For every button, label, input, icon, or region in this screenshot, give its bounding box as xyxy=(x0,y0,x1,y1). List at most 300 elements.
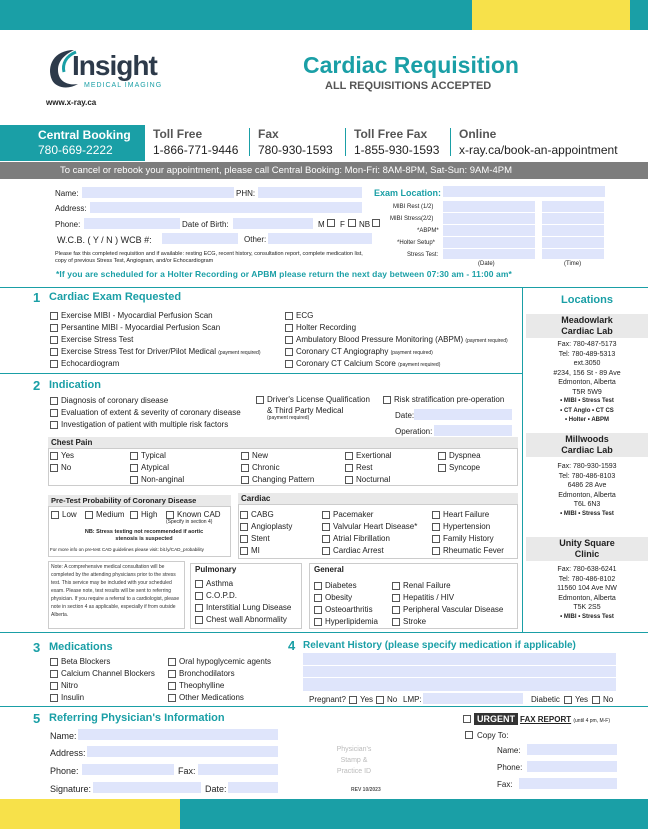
checkbox[interactable] xyxy=(168,658,176,666)
checkbox[interactable] xyxy=(564,696,572,704)
option-label: Interstitial Lung Disease xyxy=(206,603,292,612)
chest-option[interactable] xyxy=(345,475,390,484)
checkbox[interactable] xyxy=(432,547,440,555)
section-title: Medications xyxy=(49,641,113,653)
section-title: Cardiac Exam Requested xyxy=(49,291,182,303)
checkbox[interactable] xyxy=(240,523,248,531)
checkbox[interactable] xyxy=(345,476,353,484)
chest-option[interactable] xyxy=(130,451,166,460)
checkbox[interactable] xyxy=(50,694,58,702)
pulmonary-title: Pulmonary xyxy=(195,565,237,574)
signature-field[interactable] xyxy=(93,782,201,793)
physician-name-label: Name: xyxy=(50,731,77,741)
sex-nb-checkbox[interactable] xyxy=(372,219,380,227)
checkbox[interactable] xyxy=(50,360,58,368)
location-line: Edmonton, Alberta xyxy=(558,379,616,386)
checkbox[interactable] xyxy=(314,594,322,602)
chest-option[interactable] xyxy=(241,475,314,484)
checkbox[interactable] xyxy=(314,618,322,626)
payment-note: (payment required) xyxy=(267,415,310,421)
location-line: Fax: 780-930-1593 xyxy=(557,463,617,470)
wcb-label: W.C.B. ( Y / N ) WCB #: xyxy=(57,235,152,245)
wcb-field[interactable] xyxy=(162,233,238,244)
locations-divider xyxy=(522,287,523,632)
medication-option[interactable] xyxy=(168,681,224,690)
location-line: T5K 2S5 xyxy=(573,604,601,611)
checkbox[interactable] xyxy=(314,582,322,590)
top-teal-bar xyxy=(0,0,472,30)
cardiac-option[interactable] xyxy=(240,546,260,555)
exam-option[interactable] xyxy=(50,311,213,320)
general-option[interactable] xyxy=(314,581,357,590)
checkbox[interactable] xyxy=(383,396,391,404)
phn-field[interactable] xyxy=(258,187,362,198)
option-label: Changing Pattern xyxy=(252,475,315,484)
cardiac-option[interactable] xyxy=(322,546,384,555)
cardiac-option[interactable] xyxy=(322,510,373,519)
location-line: #234, 156 St - 89 Ave xyxy=(553,369,621,377)
section-number: 3 xyxy=(33,640,41,655)
checkbox[interactable] xyxy=(349,696,357,704)
sex-f: F xyxy=(340,220,345,229)
cardiac-option[interactable] xyxy=(432,510,489,519)
chest-option[interactable] xyxy=(130,463,169,472)
option-label: Valvular Heart Disease* xyxy=(333,522,418,531)
option-label: Holter Recording xyxy=(296,323,357,332)
general-option[interactable] xyxy=(392,581,451,590)
option-label: Beta Blockers xyxy=(61,657,111,666)
other-label: Other: xyxy=(244,235,267,244)
checkbox[interactable] xyxy=(392,582,400,590)
checkbox[interactable] xyxy=(168,682,176,690)
pulmonary-option[interactable] xyxy=(195,615,287,624)
option-label: Diagnosis of coronary disease xyxy=(61,396,169,405)
option-label: Yes xyxy=(61,451,75,460)
exam-option[interactable] xyxy=(50,359,119,368)
option-label: Nocturnal xyxy=(356,475,391,484)
location-service: • Holter • ABPM xyxy=(565,417,609,423)
checkbox[interactable] xyxy=(50,409,58,417)
checkbox[interactable] xyxy=(241,476,249,484)
option-label: Obesity xyxy=(325,593,353,602)
checkbox[interactable] xyxy=(285,324,293,332)
signature-label: Signature: xyxy=(50,784,92,794)
location-service: • MIBI • Stress Test xyxy=(560,613,614,620)
option-label: Rest xyxy=(356,463,373,472)
exam-date-field[interactable] xyxy=(443,201,535,259)
pretest-option[interactable] xyxy=(130,510,157,519)
general-title: General xyxy=(314,565,344,574)
medication-option[interactable] xyxy=(50,657,110,666)
chest-option[interactable] xyxy=(345,463,372,472)
checkbox[interactable] xyxy=(50,312,58,320)
checkbox[interactable] xyxy=(130,452,138,460)
medication-option[interactable] xyxy=(168,669,235,678)
exam-time-field[interactable] xyxy=(542,201,604,259)
location-line: Tel: 780-486-8102 xyxy=(558,575,616,583)
general-option[interactable] xyxy=(314,605,373,614)
option-label: Coronary CT Calcium Score xyxy=(296,359,396,368)
checkbox[interactable] xyxy=(285,360,293,368)
checkbox[interactable] xyxy=(166,511,174,519)
option-label: Peripheral Vascular Disease xyxy=(403,605,504,614)
urgent-checkbox[interactable] xyxy=(463,715,471,723)
sex-f-checkbox[interactable] xyxy=(348,219,356,227)
fax-report-label: FAX REPORT xyxy=(520,715,572,724)
checkbox[interactable] xyxy=(195,616,203,624)
fax-report xyxy=(520,715,610,724)
address-field[interactable] xyxy=(90,202,362,213)
operation-label: Operation: xyxy=(395,427,433,436)
contact-value: x-ray.ca/book-an-appointment xyxy=(459,143,618,157)
copy-name-field[interactable] xyxy=(527,744,617,755)
pulmonary-option[interactable] xyxy=(195,579,233,588)
option-label: Medium xyxy=(96,510,125,519)
checkbox[interactable] xyxy=(392,606,400,614)
cardiac-option[interactable] xyxy=(322,522,417,531)
other-field[interactable] xyxy=(268,233,372,244)
divider xyxy=(0,287,648,288)
checkbox[interactable] xyxy=(51,511,59,519)
copy-name-label: Name: xyxy=(497,746,521,755)
option-label: Stroke xyxy=(403,617,427,626)
chest-option[interactable] xyxy=(241,463,280,472)
checkbox[interactable] xyxy=(240,535,248,543)
checkbox[interactable] xyxy=(392,618,400,626)
option-label: Other Medications xyxy=(179,693,244,702)
sex-nb: NB xyxy=(359,220,371,229)
exam-grid xyxy=(443,212,605,213)
option-label: Hypertension xyxy=(443,522,491,531)
date-label: Date: xyxy=(395,411,415,420)
sig-date-field[interactable] xyxy=(228,782,278,793)
checkbox[interactable] xyxy=(130,476,138,484)
checkbox[interactable] xyxy=(168,694,176,702)
physician-address-label: Address: xyxy=(50,748,86,758)
name-label: Name: xyxy=(55,189,79,198)
contact-online[interactable] xyxy=(459,127,618,157)
location-line: T6L 6N3 xyxy=(573,501,601,508)
checkbox[interactable] xyxy=(50,682,58,690)
option-label: Exercise MIBI - Myocardial Perfusion Scan xyxy=(61,311,213,320)
checkbox[interactable] xyxy=(285,312,293,320)
exam-grid xyxy=(443,224,605,225)
indication-option[interactable] xyxy=(50,420,228,429)
consult-note: Note: A comprehensive medical consultation will be completed by the attending physicians prior to the stress test. This service may be included with your scheduled exam. Please note, test results will be sent to referring physician. If you require a referral to a cardiologist, please note in section 4 as applicable, especially if from outside Alberta. xyxy=(51,564,180,618)
divider xyxy=(0,373,522,374)
option-label: Driver's License Qualification xyxy=(267,395,370,404)
sex-m: M xyxy=(318,220,325,229)
option-label: Exertional xyxy=(356,451,392,460)
location-line: Tel: 780-489-5313 xyxy=(558,350,616,358)
checkbox[interactable] xyxy=(345,464,353,472)
exam-option[interactable] xyxy=(50,335,133,344)
chest-option[interactable] xyxy=(345,451,392,460)
exam-location-field[interactable] xyxy=(443,186,605,197)
location-name: Unity Square Clinic xyxy=(526,537,648,561)
copy-phone-field[interactable] xyxy=(527,761,617,772)
option-label: Typical xyxy=(141,451,166,460)
pretest-option[interactable] xyxy=(51,510,77,519)
option-label: No xyxy=(603,695,614,704)
risk-option[interactable] xyxy=(383,395,504,404)
medication-option[interactable] xyxy=(168,657,271,666)
location-details xyxy=(526,462,648,519)
exam-option[interactable] xyxy=(50,347,261,356)
checkbox[interactable] xyxy=(592,696,600,704)
pretest-nb: NB: Stress testing not recommended if aortic stenosis is suspected xyxy=(84,529,204,542)
general-option[interactable] xyxy=(314,593,352,602)
logo-main: Insight xyxy=(72,50,157,81)
option-label: Insulin xyxy=(61,693,85,702)
payment-note: (payment required) xyxy=(390,350,433,356)
checkbox[interactable] xyxy=(168,670,176,678)
dob-field[interactable] xyxy=(233,218,313,229)
chest-option[interactable] xyxy=(50,463,71,472)
checkbox[interactable] xyxy=(322,523,330,531)
checkbox[interactable] xyxy=(50,464,58,472)
exam-row-label: MIBI Rest (1/2) xyxy=(393,204,434,210)
checkbox[interactable] xyxy=(322,547,330,555)
medication-option[interactable] xyxy=(50,669,155,678)
pretest-option[interactable] xyxy=(166,510,221,519)
diabetic-no[interactable] xyxy=(592,695,613,704)
phone-field[interactable] xyxy=(84,218,180,229)
location-line: Edmonton, Alberta xyxy=(558,594,616,602)
history-line xyxy=(303,677,616,678)
cardiac-option[interactable] xyxy=(240,510,274,519)
pretest-option[interactable] xyxy=(85,510,124,519)
checkbox[interactable] xyxy=(376,696,384,704)
checkbox[interactable] xyxy=(438,464,446,472)
copy-phone-label: Phone: xyxy=(497,763,523,772)
section-number: 5 xyxy=(33,711,41,726)
cardiac-option[interactable] xyxy=(432,546,504,555)
contact-toll-free[interactable] xyxy=(153,127,238,157)
checkbox[interactable] xyxy=(241,464,249,472)
exam-row-label: Stress Test: xyxy=(407,252,439,258)
location-line: 11560 104 Ave NW xyxy=(557,585,617,592)
diabetic-yes[interactable] xyxy=(564,695,588,704)
section-number: 4 xyxy=(288,638,296,653)
option-label: Echocardiogram xyxy=(61,359,120,368)
pretest-more: For more info on pre-test CAD guidelines please visit: bit.ly/CAD_probability xyxy=(50,547,204,552)
cardiac-option[interactable] xyxy=(432,522,490,531)
physician-name-field[interactable] xyxy=(78,729,278,740)
checkbox[interactable] xyxy=(50,452,58,460)
section-title: Indication xyxy=(49,379,101,391)
option-label: Coronary CT Angiography xyxy=(296,347,389,356)
option-label: Risk stratification pre-operation xyxy=(394,395,505,404)
cardiac-title: Cardiac xyxy=(238,493,518,504)
checkbox[interactable] xyxy=(50,348,58,356)
contact-toll-free-fax[interactable] xyxy=(354,127,439,157)
copy-fax-field[interactable] xyxy=(519,778,617,789)
contact-fax[interactable] xyxy=(258,127,333,157)
checkbox[interactable] xyxy=(432,523,440,531)
medication-option[interactable] xyxy=(50,681,78,690)
location-service: • CT Anglo • CT CS xyxy=(560,407,614,414)
driver-option[interactable] xyxy=(256,395,370,404)
contact-value: 1-866-771-9446 xyxy=(153,143,239,157)
pregnant-yes[interactable] xyxy=(349,695,373,704)
contact-label: Central Booking xyxy=(38,128,131,142)
exam-option[interactable] xyxy=(285,359,440,368)
physician-fax-field[interactable] xyxy=(198,764,278,775)
central-booking-box[interactable] xyxy=(0,125,145,161)
chest-option[interactable] xyxy=(438,451,481,460)
exam-row-label: MIBI Stress(2/2) xyxy=(390,216,434,222)
option-label: Atrial Fibrillation xyxy=(333,534,390,543)
name-field[interactable] xyxy=(82,187,234,198)
option-label: Investigation of patient with multiple risk factors xyxy=(61,420,229,429)
cardiac-option[interactable] xyxy=(322,534,390,543)
contact-label: Fax xyxy=(258,127,279,141)
cardiac-option[interactable] xyxy=(240,534,270,543)
lmp-label: LMP: xyxy=(403,695,422,704)
checkbox[interactable] xyxy=(285,336,293,344)
divider xyxy=(450,128,451,156)
chest-option[interactable] xyxy=(241,451,268,460)
checkbox[interactable] xyxy=(50,397,58,405)
checkbox[interactable] xyxy=(314,606,322,614)
checkbox[interactable] xyxy=(322,535,330,543)
sig-date-label: Date: xyxy=(205,784,227,794)
sex-m-checkbox[interactable] xyxy=(327,219,335,227)
option-label: Chronic xyxy=(252,463,280,472)
checkbox[interactable] xyxy=(50,658,58,666)
indication-option[interactable] xyxy=(50,408,241,417)
divider xyxy=(0,706,648,707)
option-label: Calcium Channel Blockers xyxy=(61,669,155,678)
option-label: Heart Failure xyxy=(443,510,490,519)
checkbox[interactable] xyxy=(285,348,293,356)
option-label: Asthma xyxy=(206,579,234,588)
specify-note: (Specify in section 4) xyxy=(166,519,213,525)
exam-option[interactable] xyxy=(285,335,508,344)
option-label: Known CAD xyxy=(177,510,221,519)
chest-option[interactable] xyxy=(130,475,184,484)
general-option[interactable] xyxy=(392,605,503,614)
cardiac-option[interactable] xyxy=(432,534,494,543)
location-name: Millwoods Cardiac Lab xyxy=(526,433,648,457)
checkbox[interactable] xyxy=(241,452,249,460)
option-label: Atypical xyxy=(141,463,170,472)
option-label: CABG xyxy=(251,510,274,519)
location-details xyxy=(526,340,648,426)
indication-option[interactable] xyxy=(50,396,168,405)
option-label: Stent xyxy=(251,534,270,543)
operation-field[interactable] xyxy=(434,425,512,436)
checkbox[interactable] xyxy=(392,594,400,602)
checkbox[interactable] xyxy=(256,396,264,404)
checkbox[interactable] xyxy=(240,511,248,519)
checkbox[interactable] xyxy=(50,336,58,344)
physician-stamp: Physician's Stamp & Practice ID xyxy=(336,746,372,775)
exam-option[interactable] xyxy=(285,323,356,332)
option-label: Nitro xyxy=(61,681,78,690)
option-label: Low xyxy=(62,510,77,519)
pulmonary-option[interactable] xyxy=(195,591,237,600)
option-label: Family History xyxy=(443,534,494,543)
page-title: Cardiac Requisition xyxy=(303,52,519,78)
checkbox[interactable] xyxy=(50,670,58,678)
checkbox[interactable] xyxy=(130,464,138,472)
exam-row-label: *Holter Setup* xyxy=(397,240,436,246)
holter-note: *If you are scheduled for a Holter Recording or APBM please return the next day between 07:30 am - 11:00 am* xyxy=(56,269,512,279)
checkbox[interactable] xyxy=(438,452,446,460)
physician-address-field[interactable] xyxy=(87,746,278,757)
payment-note: (payment required) xyxy=(398,362,441,368)
address-label: Address: xyxy=(55,204,87,213)
date-field[interactable] xyxy=(414,409,512,420)
general-option[interactable] xyxy=(392,617,426,626)
location-line: Fax: 780-638-6241 xyxy=(557,566,617,573)
general-option[interactable] xyxy=(392,593,454,602)
location-line: ext.3050 xyxy=(573,360,601,367)
checkbox[interactable] xyxy=(195,592,203,600)
medication-option[interactable] xyxy=(50,693,84,702)
checkbox[interactable] xyxy=(85,511,93,519)
section-title: Relevant History (please specify medication if applicable) xyxy=(303,640,576,651)
checkbox[interactable] xyxy=(50,421,58,429)
exam-option[interactable] xyxy=(285,311,313,320)
checkbox[interactable] xyxy=(432,535,440,543)
checkbox[interactable] xyxy=(195,604,203,612)
option-label: Bronchodilators xyxy=(179,669,235,678)
location-line: Fax: 780-487-5173 xyxy=(557,341,617,348)
contact-label: Online xyxy=(459,127,497,141)
checkbox[interactable] xyxy=(130,511,138,519)
checkbox[interactable] xyxy=(432,511,440,519)
exam-option[interactable] xyxy=(285,347,433,356)
physician-phone-field[interactable] xyxy=(82,764,174,775)
checkbox[interactable] xyxy=(195,580,203,588)
copy-to-checkbox[interactable] xyxy=(465,731,473,739)
checkbox[interactable] xyxy=(50,324,58,332)
fax-report-note: (until 4 pm, M-F) xyxy=(573,718,611,724)
pretest-title: Pre-Test Probability of Coronary Disease xyxy=(48,495,231,506)
general-option[interactable] xyxy=(314,617,378,626)
pulmonary-option[interactable] xyxy=(195,603,291,612)
chest-option[interactable] xyxy=(50,451,74,460)
option-label: Yes xyxy=(575,695,589,704)
option-label: No xyxy=(61,463,72,472)
checkbox[interactable] xyxy=(345,452,353,460)
section-title: Referring Physician's Information xyxy=(49,712,225,724)
logo-sub: MEDICAL IMAGING xyxy=(84,82,163,89)
option-label: ECG xyxy=(296,311,314,320)
option-label: Exercise Stress Test xyxy=(61,335,134,344)
contact-value: 780-669-2222 xyxy=(38,143,113,157)
contact-value: 780-930-1593 xyxy=(258,143,333,157)
checkbox[interactable] xyxy=(240,547,248,555)
exam-option[interactable] xyxy=(50,323,220,332)
medication-option[interactable] xyxy=(168,693,244,702)
option-label: Oral hypoglycemic agents xyxy=(179,657,272,666)
copy-fax-label: Fax: xyxy=(497,780,513,789)
website[interactable]: www.x-ray.ca xyxy=(46,98,97,107)
checkbox[interactable] xyxy=(322,511,330,519)
diabetic-label: Diabetic xyxy=(531,695,560,704)
cardiac-option[interactable] xyxy=(240,522,292,531)
chest-option[interactable] xyxy=(438,463,480,472)
option-label: MI xyxy=(251,546,260,555)
option-label: Diabetes xyxy=(325,581,357,590)
lmp-field[interactable] xyxy=(423,693,523,704)
history-field[interactable] xyxy=(303,653,616,691)
pregnant-no[interactable] xyxy=(376,695,397,704)
